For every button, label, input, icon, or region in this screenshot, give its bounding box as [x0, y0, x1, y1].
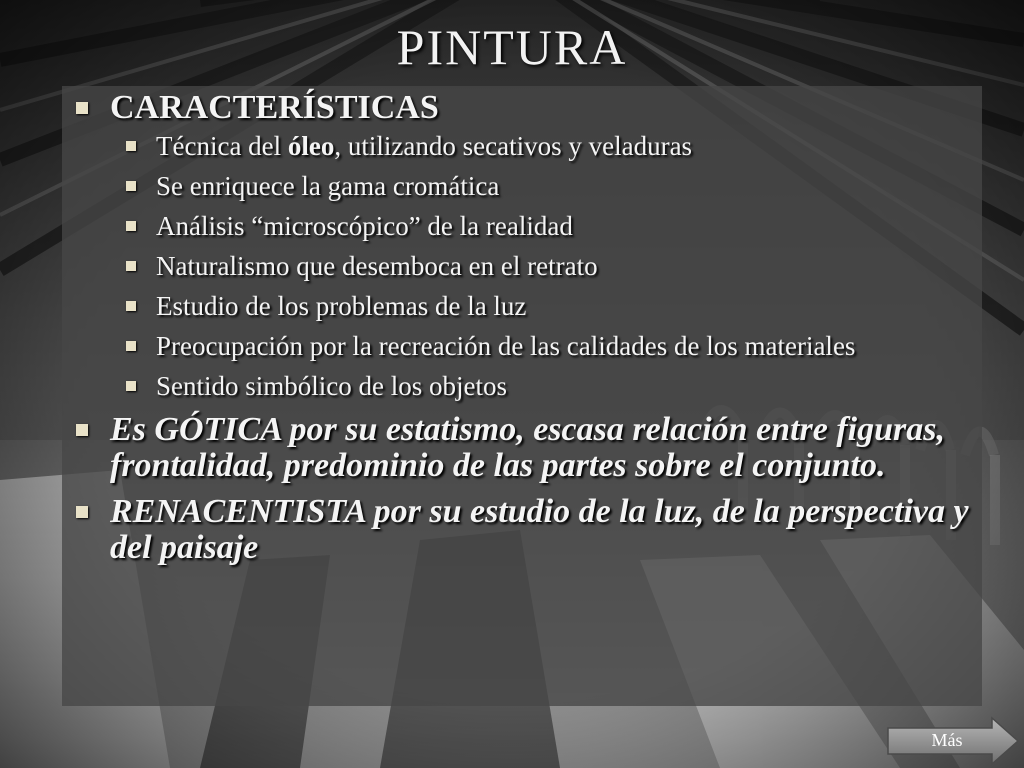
- characteristics-heading: CARACTERÍSTICAS: [110, 89, 439, 126]
- gothic-point-text: Es GÓTICA por su estatismo, escasa relación entre figuras, frontalidad, predominio de las partes sobre el conjunto.: [110, 411, 945, 484]
- gothic-point-item: [72, 412, 990, 484]
- list-item: [72, 132, 876, 160]
- square-bullet-icon: [76, 102, 88, 114]
- square-bullet-icon: [126, 141, 136, 151]
- square-bullet-icon: [126, 381, 136, 391]
- characteristics-heading-item: [72, 88, 982, 128]
- characteristics-list: [72, 132, 982, 400]
- renaissance-point-text: RENACENTISTA por su estudio de la luz, de la perspectiva y del paisaje: [110, 493, 969, 566]
- square-bullet-icon: [126, 301, 136, 311]
- list-item-text: Preocupación por la recreación de las calidades de los materiales: [156, 331, 856, 361]
- square-bullet-icon: [76, 506, 88, 518]
- list-item-text: Estudio de los problemas de la luz: [156, 291, 527, 321]
- list-item: [72, 252, 876, 280]
- list-item: [72, 212, 876, 240]
- list-item: [72, 172, 876, 200]
- list-item-text-emphasis: óleo: [287, 131, 335, 161]
- list-item-text-suffix: , utilizando secativos y veladuras: [334, 131, 693, 161]
- next-slide-label: Más: [931, 730, 963, 750]
- list-item: [72, 292, 876, 320]
- list-item-text: Análisis “microscópico” de la realidad: [156, 211, 573, 241]
- list-item-text-prefix: Técnica del: [156, 131, 288, 161]
- square-bullet-icon: [126, 221, 136, 231]
- next-slide-button[interactable]: [886, 716, 1020, 766]
- list-item: [72, 332, 876, 360]
- list-item: [72, 372, 876, 400]
- square-bullet-icon: [126, 341, 136, 351]
- slide-content: [72, 86, 982, 566]
- list-item-text: Se enriquece la gama cromática: [156, 171, 500, 201]
- renaissance-point-item: [72, 494, 990, 566]
- list-item-text: Sentido simbólico de los objetos: [156, 371, 507, 401]
- slide-title: PINTURA: [396, 19, 628, 75]
- square-bullet-icon: [126, 261, 136, 271]
- square-bullet-icon: [126, 181, 136, 191]
- list-item-text: Naturalismo que desemboca en el retrato: [156, 251, 598, 281]
- square-bullet-icon: [76, 424, 88, 436]
